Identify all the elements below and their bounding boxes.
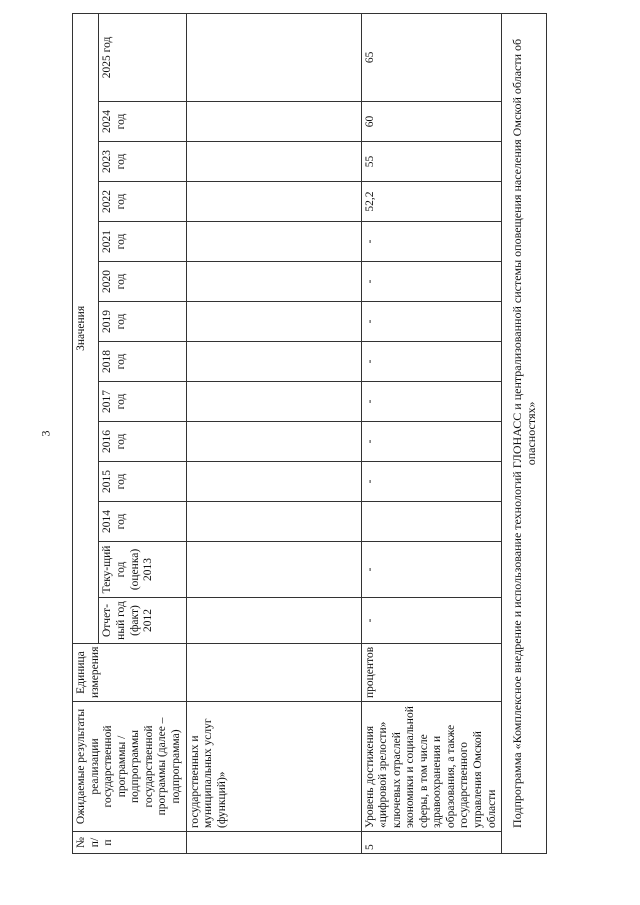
indicators-table	[72, 13, 547, 854]
header-year: 2021 год	[99, 222, 186, 262]
table-cell	[186, 502, 361, 542]
table-cell	[186, 382, 361, 422]
header-num: № п/п	[73, 832, 187, 854]
header-year: 2020 год	[99, 262, 186, 302]
value-cell: -	[361, 302, 502, 342]
table-cell	[186, 342, 361, 382]
rotated-table-region	[72, 34, 539, 854]
table-cell	[186, 182, 361, 222]
value-cell: 65	[361, 13, 502, 101]
table-cell	[186, 262, 361, 302]
row-number: 5	[361, 832, 502, 854]
indicator-name: Уровень достижения «цифровой зрелости» ключевых отраслей экономики и социальной сферы, в том числе здравоохранения и образования, а также государственного управления Омской области	[361, 702, 502, 832]
value-cell: -	[361, 342, 502, 382]
header-year: 2015 год	[99, 462, 186, 502]
value-cell: -	[361, 598, 502, 644]
header-year: 2016 год	[99, 422, 186, 462]
table-cell	[186, 422, 361, 462]
table-cell: государственных и муниципальных услуг (функций)»	[186, 702, 361, 832]
value-cell: 55	[361, 142, 502, 182]
value-cell: 52,2	[361, 182, 502, 222]
header-year: 2022 год	[99, 182, 186, 222]
page-number: 3	[38, 430, 53, 437]
table-cell	[186, 832, 361, 854]
header-year: 2014 год	[99, 502, 186, 542]
header-year: 2019 год	[99, 302, 186, 342]
value-cell: -	[361, 542, 502, 598]
header-year: 2017 год	[99, 382, 186, 422]
header-result: Ожидаемые результаты реализации государственной программы / подпрограммы государственной программы (далее – подпрограмма)	[73, 702, 187, 832]
table-cell	[186, 542, 361, 598]
value-cell: 60	[361, 102, 502, 142]
table-cell	[186, 644, 361, 702]
header-current-year: Теку-щий год (оценка) 2013	[99, 542, 186, 598]
indicator-unit: процентов	[361, 644, 502, 702]
table-cell	[186, 598, 361, 644]
header-report-year: Отчет-ный год (факт) 2012	[99, 598, 186, 644]
header-year: 2024 год	[99, 102, 186, 142]
table-cell	[186, 302, 361, 342]
value-cell	[361, 502, 502, 542]
value-cell: -	[361, 262, 502, 302]
subprogram-title: Подпрограмма «Комплексное внедрение и использование технологий ГЛОНАСС и централизованной системы оповещения населения Омской области об опасностях»	[502, 13, 547, 853]
header-unit: Единица измерения	[73, 644, 187, 702]
header-year: 2023 год	[99, 142, 186, 182]
header-year: 2025 год	[99, 13, 186, 101]
value-cell: -	[361, 462, 502, 502]
table-cell	[186, 102, 361, 142]
header-year: 2018 год	[99, 342, 186, 382]
table-cell	[186, 142, 361, 182]
header-values: Значения	[73, 13, 99, 643]
table-cell	[186, 462, 361, 502]
value-cell: -	[361, 382, 502, 422]
value-cell: -	[361, 222, 502, 262]
table-cell	[186, 222, 361, 262]
value-cell: -	[361, 422, 502, 462]
table-cell	[186, 13, 361, 101]
